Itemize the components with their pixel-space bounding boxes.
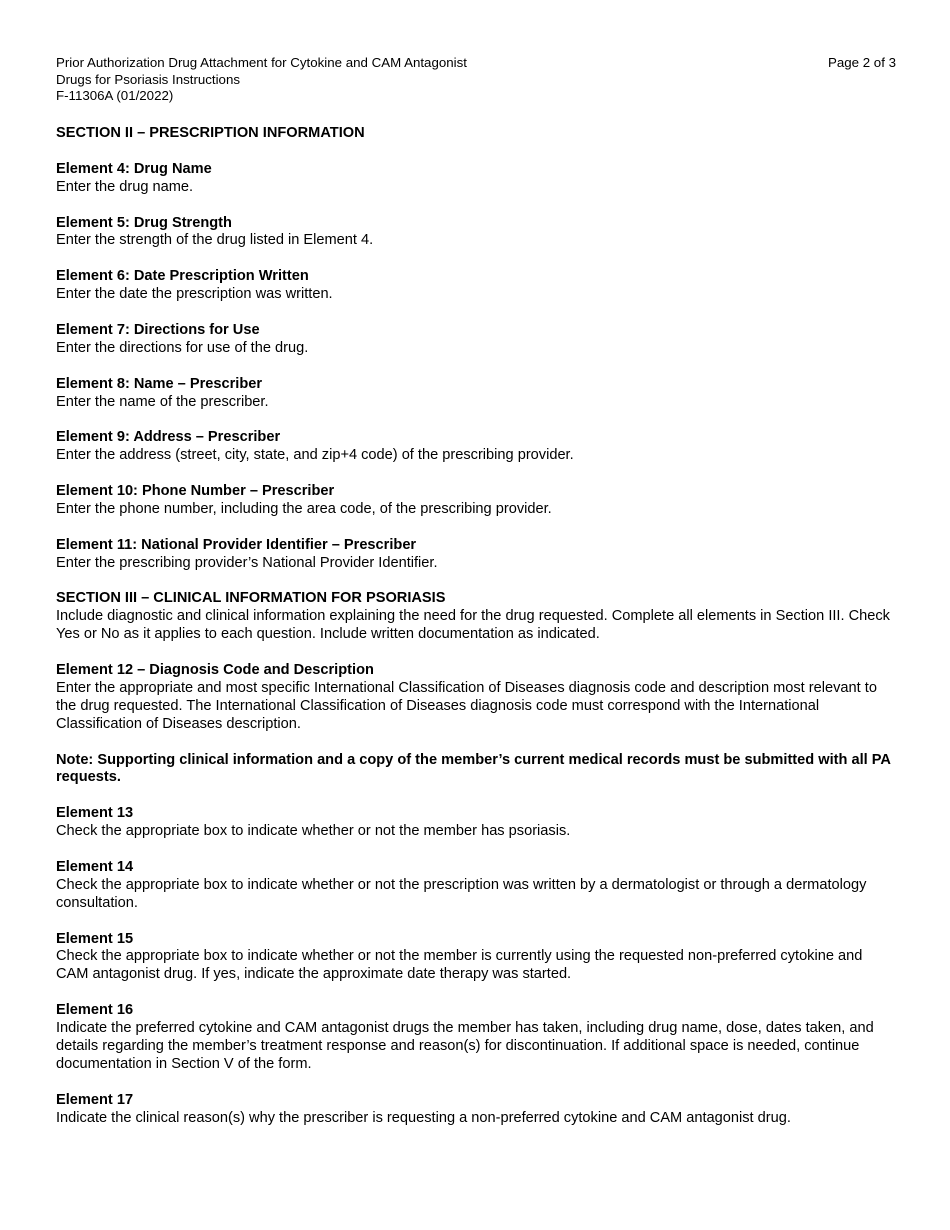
element-5: [56, 215, 896, 251]
page-number: Page 2 of 3: [827, 55, 896, 70]
element-17: [56, 1092, 896, 1128]
section-3-intro: Include diagnostic and clinical information explaining the need for the drug requested. Complete all elements in Section III. Check Yes or No as it applies to each question. Include written documentation as indicated.: [56, 608, 890, 643]
element-7: [56, 322, 896, 358]
element-text: Enter the prescribing provider’s National Provider Identifier.: [56, 554, 438, 571]
section-2-title: SECTION II – PRESCRIPTION INFORMATION: [56, 125, 365, 141]
element-heading: Element 8: Name – Prescriber: [56, 375, 263, 392]
element-text: Check the appropriate box to indicate whether or not the member is currently using the requested non-preferred cytokine and CAM antagonist drug. If yes, indicate the approximate date therapy was started.: [56, 948, 863, 983]
element-8: [56, 376, 896, 412]
element-text: Enter the date the prescription was written.: [56, 286, 333, 303]
section-3-intro-block: [56, 590, 896, 644]
element-heading: Element 6: Date Prescription Written: [56, 268, 309, 285]
element-heading: Element 16: [56, 1002, 134, 1019]
section-3-title: SECTION III – CLINICAL INFORMATION FOR PSORIASIS: [56, 590, 446, 607]
element-text: Enter the address (street, city, state, and zip+4 code) of the prescribing provider.: [56, 447, 574, 464]
element-text: Enter the strength of the drug listed in Element 4.: [56, 232, 374, 249]
element-text: Enter the directions for use of the drug.: [56, 339, 309, 356]
element-13: [56, 805, 896, 841]
element-10: [56, 483, 896, 519]
element-text: Indicate the clinical reason(s) why the prescriber is requesting a non-preferred cytokine and CAM antagonist drug.: [56, 1109, 791, 1126]
element-4: [56, 161, 896, 197]
element-15: [56, 931, 896, 985]
element-9: [56, 429, 896, 465]
element-16: [56, 1002, 896, 1074]
supporting-info-note: Note: Supporting clinical information and a copy of the member’s current medical records must be submitted with all PA requests.: [56, 751, 891, 786]
form-title-line-1: Prior Authorization Drug Attachment for Cytokine and CAM Antagonist: [56, 55, 467, 70]
element-14: [56, 859, 896, 913]
element-heading: Element 17: [56, 1091, 134, 1108]
element-heading: Element 5: Drug Strength: [56, 214, 232, 231]
element-heading: Element 14: [56, 858, 134, 875]
element-text: Enter the appropriate and most specific International Classification of Diseases diagnosis code and description most relevant to the drug requested. The International Classification of Diseases diagnosis code must correspond with the International Classification of Diseases description.: [56, 679, 877, 732]
element-6: [56, 268, 896, 304]
element-text: Enter the drug name.: [56, 178, 194, 195]
element-heading: Element 11: National Provider Identifier – Prescriber: [56, 536, 417, 553]
element-heading: Element 7: Directions for Use: [56, 321, 260, 338]
element-11: [56, 537, 896, 573]
page-header: [56, 55, 896, 105]
element-text: Enter the name of the prescriber.: [56, 393, 269, 410]
element-heading: Element 10: Phone Number – Prescriber: [56, 483, 335, 500]
element-heading: Element 13: [56, 805, 134, 822]
form-number: F-11306A (01/2022): [56, 88, 174, 104]
element-text: Enter the phone number, including the area code, of the prescribing provider.: [56, 500, 552, 517]
form-title-line-2: Drugs for Psoriasis Instructions: [56, 71, 241, 87]
element-text: Check the appropriate box to indicate whether or not the prescription was written by a dermatologist or through a dermatology consultation.: [56, 876, 867, 911]
element-heading: Element 9: Address – Prescriber: [56, 429, 281, 446]
document-body: [56, 125, 896, 1128]
element-heading: Element 15: [56, 930, 134, 947]
element-heading: Element 4: Drug Name: [56, 160, 212, 177]
element-12: [56, 662, 896, 734]
element-text: Indicate the preferred cytokine and CAM antagonist drugs the member has taken, including drug name, dose, dates taken, and details regarding the member’s treatment response and reason(s) for discontinuation. If additional space is needed, continue documentation in Section V of the form.: [56, 1020, 874, 1072]
element-heading: Element 12 – Diagnosis Code and Description: [56, 662, 374, 679]
element-text: Check the appropriate box to indicate whether or not the member has psoriasis.: [56, 823, 571, 840]
